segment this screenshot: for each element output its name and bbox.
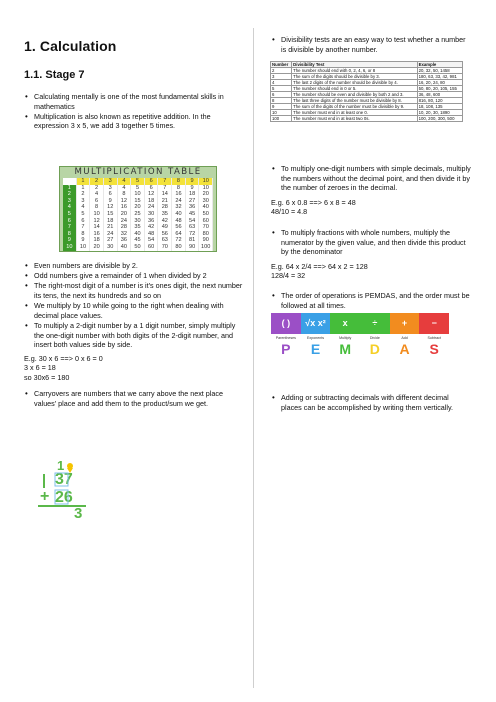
table-cell: 70 (199, 224, 213, 231)
multiplication-grid (63, 178, 213, 249)
table-row (63, 211, 213, 218)
list-item: • Calculating mentally is one of the most fundamental skills in mathematics (24, 92, 246, 111)
pemdas-color-bar (271, 313, 449, 334)
table-cell: 100, 200, 300, 500 (417, 116, 462, 122)
intro-list (24, 92, 246, 132)
table-cell: 20 (90, 244, 104, 251)
table-cell: 18 (90, 237, 104, 244)
table-cell: 35 (158, 211, 172, 218)
table-cell: 3 (77, 198, 91, 205)
table-row (63, 244, 213, 251)
table-cell: 56 (158, 231, 172, 238)
table-cell: 28 (118, 224, 132, 231)
table-cell: 40 (118, 244, 132, 251)
table-cell: The sum of the digits of the number must be divisible by 9. (292, 104, 417, 110)
table-row (63, 218, 213, 225)
table-cell: 6 (145, 178, 159, 185)
table-cell: 3 (104, 185, 118, 192)
table-cell: 28 (158, 204, 172, 211)
multiplication-table (59, 166, 217, 252)
table-cell: The last 2 digits of the number should be divisible by 4. (292, 80, 417, 86)
table-cell: 25 (131, 211, 145, 218)
table-cell: 180, 63, 33, 42, 981 (417, 74, 462, 80)
table-cell: The sum of the digits should be divisible by 3. (292, 74, 417, 80)
table-cell: 18 (145, 198, 159, 205)
table-cell: 18 (104, 218, 118, 225)
table-cell: 5 (271, 86, 292, 92)
operation-symbol: ( ) (271, 313, 301, 334)
table-cell: 2 (90, 178, 104, 185)
page-title: 1. Calculation (24, 38, 117, 54)
column-divider (253, 28, 254, 688)
table-cell: 16 (172, 191, 186, 198)
table-cell: 10 (199, 178, 213, 185)
list-item: • Even numbers are divisible by 2. (24, 261, 246, 271)
table-cell: 54 (145, 237, 159, 244)
bottom-number: 26 (55, 489, 73, 506)
table-cell: 5 (131, 185, 145, 192)
table-cell: 8 (118, 191, 132, 198)
table-cell: 63 (158, 237, 172, 244)
table-cell: 12 (90, 218, 104, 225)
table-cell: 5 (77, 211, 91, 218)
fraction-list (271, 228, 471, 257)
table-row (63, 231, 213, 238)
table-cell: 12 (145, 191, 159, 198)
table-cell: 4 (77, 204, 91, 211)
table-cell: 48 (172, 218, 186, 225)
pemdas-letter: A (399, 341, 410, 357)
table-cell: 6 (90, 198, 104, 205)
table-cell: 70 (158, 244, 172, 251)
table-cell: 50, 80, 20, 105, 155 (417, 86, 462, 92)
pemdas-letter: E (310, 341, 321, 357)
table-cell: 10 (90, 211, 104, 218)
table-cell: 10 (131, 191, 145, 198)
table-row (63, 224, 213, 231)
table-cell: 63 (186, 224, 200, 231)
pemdas-letter: S (429, 341, 439, 357)
table-cell: 45 (131, 237, 145, 244)
table-cell: 4 (118, 178, 132, 185)
table-cell: 1 (77, 185, 91, 192)
operation-symbol: x (330, 313, 360, 334)
table-cell: 42 (158, 218, 172, 225)
table-row (271, 92, 463, 98)
divisibility-list (271, 35, 471, 55)
table-cell: 54 (186, 218, 200, 225)
table-cell: 42 (145, 224, 159, 231)
table-cell: 6 (145, 185, 159, 192)
list-item: • To multiply one-digit numbers with simple decimals, multiply the numbers without the decimal point, and then divide it by the number of zeroes in the decimal. (271, 164, 471, 193)
table-row (63, 237, 213, 244)
operation-label: Multiply (339, 336, 352, 340)
pemdas-letters (271, 342, 449, 357)
table-cell: 18 (186, 191, 200, 198)
carryover-illustration (30, 458, 110, 520)
list-item: • Odd numbers give a remainder of 1 when divided by 2 (24, 271, 246, 281)
table-row (271, 80, 463, 86)
table-cell: 8 (63, 231, 77, 238)
example-line: E.g. 6 x 0.8 ==> 6 x 8 = 48 (271, 198, 356, 207)
operation-label: Parentheses (275, 336, 296, 340)
example-line: E.g. 64 x 2/4 ==> 64 x 2 = 128 (271, 262, 368, 271)
table-cell: 72 (186, 231, 200, 238)
operation-label: Divide (369, 336, 380, 340)
table-cell: 35 (131, 224, 145, 231)
table-cell: 7 (77, 224, 91, 231)
table-cell: 7 (158, 185, 172, 192)
table-cell: 10 (271, 110, 292, 116)
top-number: 37 (55, 471, 73, 488)
table-cell: 36 (145, 218, 159, 225)
table-cell: 72 (172, 237, 186, 244)
table-cell: 30 (104, 244, 118, 251)
table-cell: 81 (186, 237, 200, 244)
table-cell: 14 (90, 224, 104, 231)
table-cell: 20 (131, 204, 145, 211)
table-cell: 30 (199, 198, 213, 205)
table-header-row (63, 178, 213, 185)
table-cell: 8 (172, 185, 186, 192)
table-cell: 1 (77, 178, 91, 185)
table-cell: The number should end with 0, 2, 4, 6, or 8 (292, 68, 417, 74)
table-cell: 32 (118, 231, 132, 238)
table-cell: 12 (104, 204, 118, 211)
list-item: • Adding or subtracting decimals with different decimal places can be accomplished by writing them vertically. (271, 393, 471, 412)
table-cell: 9 (186, 185, 200, 192)
table-row (63, 204, 213, 211)
table-cell: 7 (63, 224, 77, 231)
table-cell: 32 (172, 204, 186, 211)
table-cell: 9 (77, 237, 91, 244)
table-cell: 8 (77, 231, 91, 238)
table-cell: The number should end in 0 or 5. (292, 86, 417, 92)
table-row (271, 68, 463, 74)
table-row (271, 110, 463, 116)
table-cell: The number should be even and divisible by both 2 and 3. (292, 92, 417, 98)
table-cell: 9 (104, 198, 118, 205)
table-cell: 2 (90, 185, 104, 192)
operator: + (40, 488, 50, 505)
table-cell: 10, 20, 30, 1890 (417, 110, 462, 116)
table-cell: 24 (145, 204, 159, 211)
table-cell: 49 (158, 224, 172, 231)
list-item: • Carryovers are numbers that we carry above the next place values' place and add them to the product/sum we get. (24, 389, 246, 408)
table-cell: 80 (172, 244, 186, 251)
table-cell: 10 (77, 244, 91, 251)
table-row (271, 98, 463, 104)
table-cell: 90 (186, 244, 200, 251)
pemdas-labels (271, 335, 449, 342)
table-cell: 4 (63, 204, 77, 211)
table-cell: 100 (271, 116, 292, 122)
table-row (271, 116, 463, 122)
table-cell (63, 178, 77, 185)
section-title: 1.1. Stage 7 (24, 69, 85, 81)
table-cell: 21 (104, 224, 118, 231)
table-cell: 90 (199, 237, 213, 244)
carryover-diagram (30, 458, 110, 520)
table-cell: 27 (104, 237, 118, 244)
table-cell: 30 (145, 211, 159, 218)
decimal-addition-list (271, 393, 471, 413)
table-cell: 20, 32, 50, 1458 (417, 68, 462, 74)
table-cell: 80 (199, 231, 213, 238)
table-cell: 2 (271, 68, 292, 74)
table-cell: 24 (118, 218, 132, 225)
divisibility-table (270, 61, 463, 122)
table-cell: 64 (172, 231, 186, 238)
operation-symbol: ÷ (360, 313, 390, 334)
number-facts-list (24, 261, 246, 350)
example-line: so 30x6 = 180 (24, 372, 70, 382)
table-cell: 15 (104, 211, 118, 218)
table-cell: 5 (131, 178, 145, 185)
table-cell: 8 (172, 178, 186, 185)
table-cell: 4 (90, 191, 104, 198)
column-header: Number (271, 62, 292, 68)
example-line: 48/10 = 4.8 (271, 207, 308, 217)
decimal-example (271, 198, 471, 217)
table-row (271, 74, 463, 80)
table-cell: 4 (118, 185, 132, 192)
table-cell: 9 (63, 237, 77, 244)
table-cell: 2 (77, 191, 91, 198)
operation-label: Subtract (427, 336, 441, 340)
table-row (271, 104, 463, 110)
table-cell: 14 (158, 191, 172, 198)
table-cell: 16, 20, 24, 80 (417, 80, 462, 86)
table-cell: 24 (104, 231, 118, 238)
carryover-list (24, 389, 246, 409)
list-item: • The order of operations is PEMDAS, and the order must be followed at all times. (271, 291, 471, 310)
table-cell: 6 (104, 191, 118, 198)
table-cell: 8 (271, 98, 292, 104)
table-cell: 50 (131, 244, 145, 251)
result-digit: 3 (74, 505, 83, 520)
table-cell: 15 (131, 198, 145, 205)
table-cell: 48 (145, 231, 159, 238)
table-cell: 40 (131, 231, 145, 238)
list-item: • We multiply by 10 while going to the right when dealing with decimal place values. (24, 301, 246, 320)
multiplication-table-title: MULTIPLICATION TABLE (74, 167, 202, 177)
table-cell: 36 (118, 237, 132, 244)
table-cell: 3 (271, 74, 292, 80)
table-cell: 4 (271, 80, 292, 86)
list-item: • Divisibility tests are an easy way to test whether a number is divisible by another number. (271, 35, 471, 54)
table-row (63, 191, 213, 198)
table-cell: The last three digits of the number must be divisible by 8. (292, 98, 417, 104)
table-cell: 24 (172, 198, 186, 205)
table-cell: 1 (63, 185, 77, 192)
table-cell: 7 (158, 178, 172, 185)
operation-label: Add (401, 336, 408, 340)
table-cell: 8 (90, 204, 104, 211)
table-cell: 6 (63, 218, 77, 225)
table-cell: 36, 48, 600 (417, 92, 462, 98)
carry-digit: 1 (57, 458, 65, 473)
operation-label: Exponents (307, 336, 324, 340)
table-cell: 816, 80, 120 (417, 98, 462, 104)
table-cell: 40 (199, 204, 213, 211)
pemdas-letter: M (339, 341, 352, 357)
operation-symbol: √x x² (301, 313, 331, 334)
table-cell: The number must end in at least two 0s. (292, 116, 417, 122)
table-cell: 50 (199, 211, 213, 218)
column-header: Divisibility Test (292, 62, 417, 68)
table-cell: 36 (186, 204, 200, 211)
operation-symbol: + (390, 313, 420, 334)
pemdas-list (271, 291, 471, 311)
table-cell: 27 (186, 198, 200, 205)
multiplication-example (24, 354, 246, 382)
example-line: 3 x 6 = 18 (24, 363, 56, 373)
table-cell: 45 (186, 211, 200, 218)
table-cell: 56 (172, 224, 186, 231)
table-cell: 9 (271, 104, 292, 110)
list-item: • Multiplication is also known as repetitive addition. In the expression 3 x 5, we add 3 together 5 times. (24, 112, 246, 131)
table-cell: 3 (63, 198, 77, 205)
column-header: Example (417, 62, 462, 68)
table-cell: 12 (118, 198, 132, 205)
table-row (63, 198, 213, 205)
table-cell: 16 (90, 231, 104, 238)
table-cell: 40 (172, 211, 186, 218)
list-item: • To multiply a 2-digit number by a 1 digit number, simply multiply the one-digit number with both digits of the 2-digit number, and insert both values side by side. (24, 321, 246, 350)
decimal-list (271, 164, 471, 193)
table-cell: 3 (104, 178, 118, 185)
example-line: E.g. 30 x 6 ==> 0 x 6 = 0 (24, 354, 103, 363)
table-cell: 5 (63, 211, 77, 218)
table-cell: 6 (271, 92, 292, 98)
table-cell: 20 (199, 191, 213, 198)
table-cell: 16 (118, 204, 132, 211)
table-cell: 100 (199, 244, 213, 251)
table-cell: 2 (63, 191, 77, 198)
table-cell: 20 (118, 211, 132, 218)
pemdas-letter: D (369, 341, 380, 357)
table-cell: 60 (145, 244, 159, 251)
table-cell: 10 (199, 185, 213, 192)
table-cell: 18, 108, 135 (417, 104, 462, 110)
table-cell: 30 (131, 218, 145, 225)
fraction-example (271, 262, 471, 281)
table-cell: 6 (77, 218, 91, 225)
table-row (63, 185, 213, 192)
operation-symbol: − (419, 313, 449, 334)
table-cell: 9 (186, 178, 200, 185)
table-cell: 60 (199, 218, 213, 225)
table-cell: 10 (63, 244, 77, 251)
table-cell: The number must end in at least one 0. (292, 110, 417, 116)
pemdas-letter: P (281, 341, 291, 357)
list-item: • To multiply fractions with whole numbers, multiply the numerator by the given value, and then divide this product by the denominator (271, 228, 471, 257)
pemdas-graphic (271, 313, 449, 360)
example-line: 128/4 = 32 (271, 271, 306, 281)
list-item: • The right-most digit of a number is it's ones digit, the next number its tens, the next its hundreds and so on (24, 281, 246, 300)
table-cell: 21 (158, 198, 172, 205)
